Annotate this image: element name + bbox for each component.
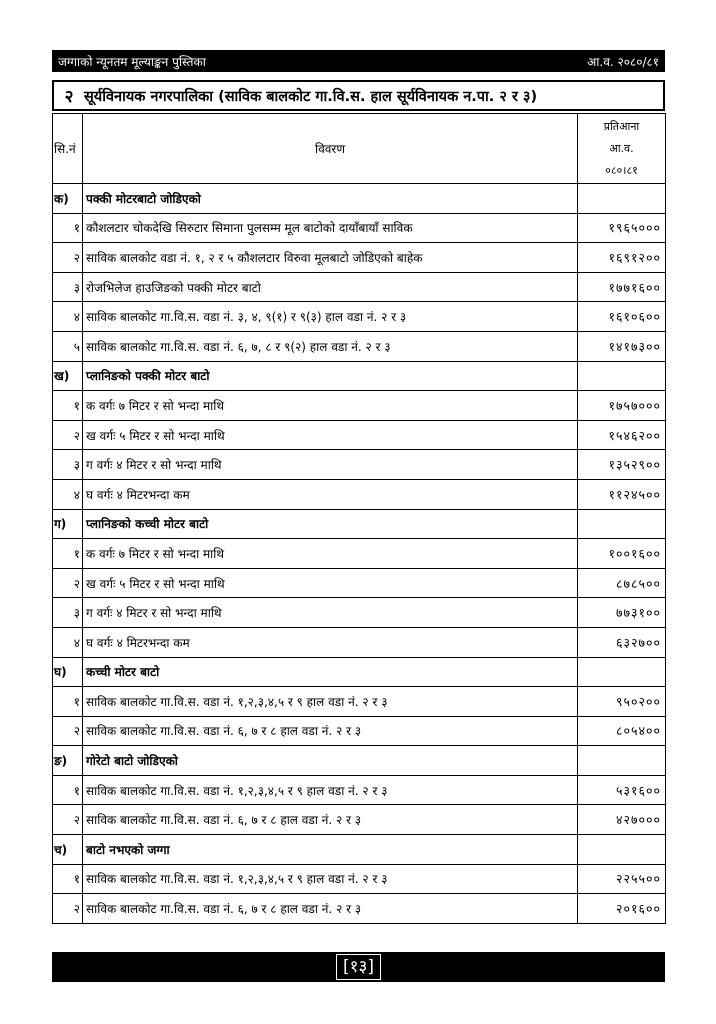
- section-letter: क): [53, 184, 83, 214]
- row-description: क वर्गः ७ मिटर र सो भन्दा माथि: [83, 539, 578, 569]
- row-value: २२५५००: [578, 864, 666, 894]
- row-serial: २: [53, 894, 83, 924]
- row-description: साविक बालकोट गा.वि.स. वडा नं. १,२,३,४,५ र ९ हाल वडा नं. २ र ३: [83, 775, 578, 805]
- row-value: १९६५०००: [578, 213, 666, 243]
- row-description: कौशलटार चोकदेखि सिरुटार सिमाना पुलसम्म मूल बाटोको दायाँबायाँ साविक: [83, 213, 578, 243]
- table-row: [53, 243, 666, 273]
- row-description: साविक बालकोट गा.वि.स. वडा नं. ६, ७ र ८ हाल वडा नं. २ र ३: [83, 805, 578, 835]
- header-price-line2: आ.व.: [609, 141, 634, 155]
- row-serial: १: [53, 864, 83, 894]
- section-letter: च): [53, 835, 83, 865]
- row-serial: २: [53, 243, 83, 273]
- row-serial: ३: [53, 272, 83, 302]
- row-serial: ४: [53, 627, 83, 657]
- row-description: साविक बालकोट वडा नं. १, २ र ५ कौशलटार विरुवा मूलबाटो जोडिएको बाहेक: [83, 243, 578, 273]
- section-letter: ख): [53, 361, 83, 391]
- row-value: १७५७०००: [578, 391, 666, 421]
- table-row: [53, 272, 666, 302]
- row-serial: ४: [53, 302, 83, 332]
- row-value: २०१६००: [578, 894, 666, 924]
- table-row: [53, 450, 666, 480]
- land-value-table: [52, 113, 666, 924]
- table-row: [53, 687, 666, 717]
- section-value-empty: [578, 657, 666, 687]
- table-row: [53, 568, 666, 598]
- section-row: [53, 835, 666, 865]
- row-value: १५४६२००: [578, 420, 666, 450]
- row-description: साविक बालकोट गा.वि.स. वडा नं. ३, ४, ९(१) र ९(३) हाल वडा नं. २ र ३: [83, 302, 578, 332]
- table-row: [53, 479, 666, 509]
- table-row: [53, 864, 666, 894]
- row-value: १६१०६००: [578, 302, 666, 332]
- table-row: [53, 775, 666, 805]
- section-letter: घ): [53, 657, 83, 687]
- section-letter: ङ): [53, 746, 83, 776]
- row-serial: २: [53, 716, 83, 746]
- page-number: [१३]: [336, 954, 381, 980]
- section-row: [53, 657, 666, 687]
- row-serial: ५: [53, 331, 83, 361]
- section-value-empty: [578, 361, 666, 391]
- row-description: साविक बालकोट गा.वि.स. वडा नं. ६, ७ र ८ हाल वडा नं. २ र ३: [83, 716, 578, 746]
- title-number: २: [64, 87, 74, 107]
- row-serial: १: [53, 391, 83, 421]
- section-title: कच्ची मोटर बाटो: [83, 657, 578, 687]
- table-row: [53, 539, 666, 569]
- table-row: [53, 627, 666, 657]
- row-value: १००१६००: [578, 539, 666, 569]
- municipality-title-box: [52, 80, 665, 111]
- row-description: ख वर्गः ५ मिटर र सो भन्दा माथि: [83, 568, 578, 598]
- row-value: १६९१२००: [578, 243, 666, 273]
- section-letter: ग): [53, 509, 83, 539]
- row-serial: १: [53, 687, 83, 717]
- row-description: साविक बालकोट गा.वि.स. वडा नं. १,२,३,४,५ र ९ हाल वडा नं. २ र ३: [83, 687, 578, 717]
- row-serial: ४: [53, 479, 83, 509]
- table-header-row: [53, 114, 666, 184]
- table-row: [53, 420, 666, 450]
- row-value: ७७३१००: [578, 598, 666, 628]
- row-description: घ वर्गः ४ मिटरभन्दा कम: [83, 627, 578, 657]
- table-row: [53, 805, 666, 835]
- header-bar: [52, 50, 665, 72]
- header-price-line3: ०८०।८१: [605, 163, 638, 177]
- row-description: क वर्गः ७ मिटर र सो भन्दा माथि: [83, 391, 578, 421]
- footer-bar: [52, 952, 665, 982]
- row-serial: ३: [53, 598, 83, 628]
- header-price-line1: प्रतिआना: [603, 119, 640, 133]
- section-row: [53, 746, 666, 776]
- table-row: [53, 391, 666, 421]
- row-value: १३५२९००: [578, 450, 666, 480]
- row-serial: ३: [53, 450, 83, 480]
- section-title: बाटो नभएको जग्गा: [83, 835, 578, 865]
- row-value: ४२७०००: [578, 805, 666, 835]
- row-serial: १: [53, 213, 83, 243]
- section-value-empty: [578, 746, 666, 776]
- section-title: प्लानिङको कच्ची मोटर बाटो: [83, 509, 578, 539]
- row-serial: १: [53, 775, 83, 805]
- row-description: साविक बालकोट गा.वि.स. वडा नं. १,२,३,४,५ र ९ हाल वडा नं. २ र ३: [83, 864, 578, 894]
- municipality-title: सूर्यविनायक नगरपालिका (साविक बालकोट गा.वि.स. हाल सूर्यविनायक न.पा. २ र ३): [84, 88, 538, 105]
- row-description: ग वर्गः ४ मिटर र सो भन्दा माथि: [83, 598, 578, 628]
- table-row: [53, 213, 666, 243]
- row-serial: २: [53, 805, 83, 835]
- section-row: [53, 361, 666, 391]
- section-value-empty: [578, 509, 666, 539]
- row-value: ५३१६००: [578, 775, 666, 805]
- row-value: १४१७३००: [578, 331, 666, 361]
- table-row: [53, 331, 666, 361]
- section-value-empty: [578, 184, 666, 214]
- row-description: रोजभिलेज हाउजिङको पक्की मोटर बाटो: [83, 272, 578, 302]
- table-row: [53, 716, 666, 746]
- row-description: साविक बालकोट गा.वि.स. वडा नं. ६, ७, ८ र ९(२) हाल वडा नं. २ र ३: [83, 331, 578, 361]
- row-value: ८०५४००: [578, 716, 666, 746]
- row-value: ८७८५००: [578, 568, 666, 598]
- section-title: गोरेटो बाटो जोडिएको: [83, 746, 578, 776]
- section-value-empty: [578, 835, 666, 865]
- section-title: पक्की मोटरबाटो जोडिएको: [83, 184, 578, 214]
- fiscal-year: आ.व. २०८०/८१: [587, 54, 659, 69]
- table-row: [53, 302, 666, 332]
- header-serial: सि.नं: [53, 114, 83, 184]
- row-description: घ वर्गः ४ मिटरभन्दा कम: [83, 479, 578, 509]
- row-serial: २: [53, 420, 83, 450]
- header-price: [578, 114, 666, 184]
- row-value: ६३२७००: [578, 627, 666, 657]
- row-description: ग वर्गः ४ मिटर र सो भन्दा माथि: [83, 450, 578, 480]
- row-value: ११२४५००: [578, 479, 666, 509]
- row-value: ९५०२००: [578, 687, 666, 717]
- section-row: [53, 184, 666, 214]
- row-serial: १: [53, 539, 83, 569]
- row-description: साविक बालकोट गा.वि.स. वडा नं. ६, ७ र ८ हाल वडा नं. २ र ३: [83, 894, 578, 924]
- row-serial: २: [53, 568, 83, 598]
- table-row: [53, 598, 666, 628]
- row-description: ख वर्गः ५ मिटर र सो भन्दा माथि: [83, 420, 578, 450]
- table-row: [53, 894, 666, 924]
- section-row: [53, 509, 666, 539]
- row-value: १७७१६००: [578, 272, 666, 302]
- table-body: [53, 184, 666, 924]
- section-title: प्लानिङको पक्की मोटर बाटो: [83, 361, 578, 391]
- header-description: विवरण: [83, 114, 578, 184]
- booklet-title: जग्गाको न्यूनतम मूल्याङ्कन पुस्तिका: [58, 54, 206, 69]
